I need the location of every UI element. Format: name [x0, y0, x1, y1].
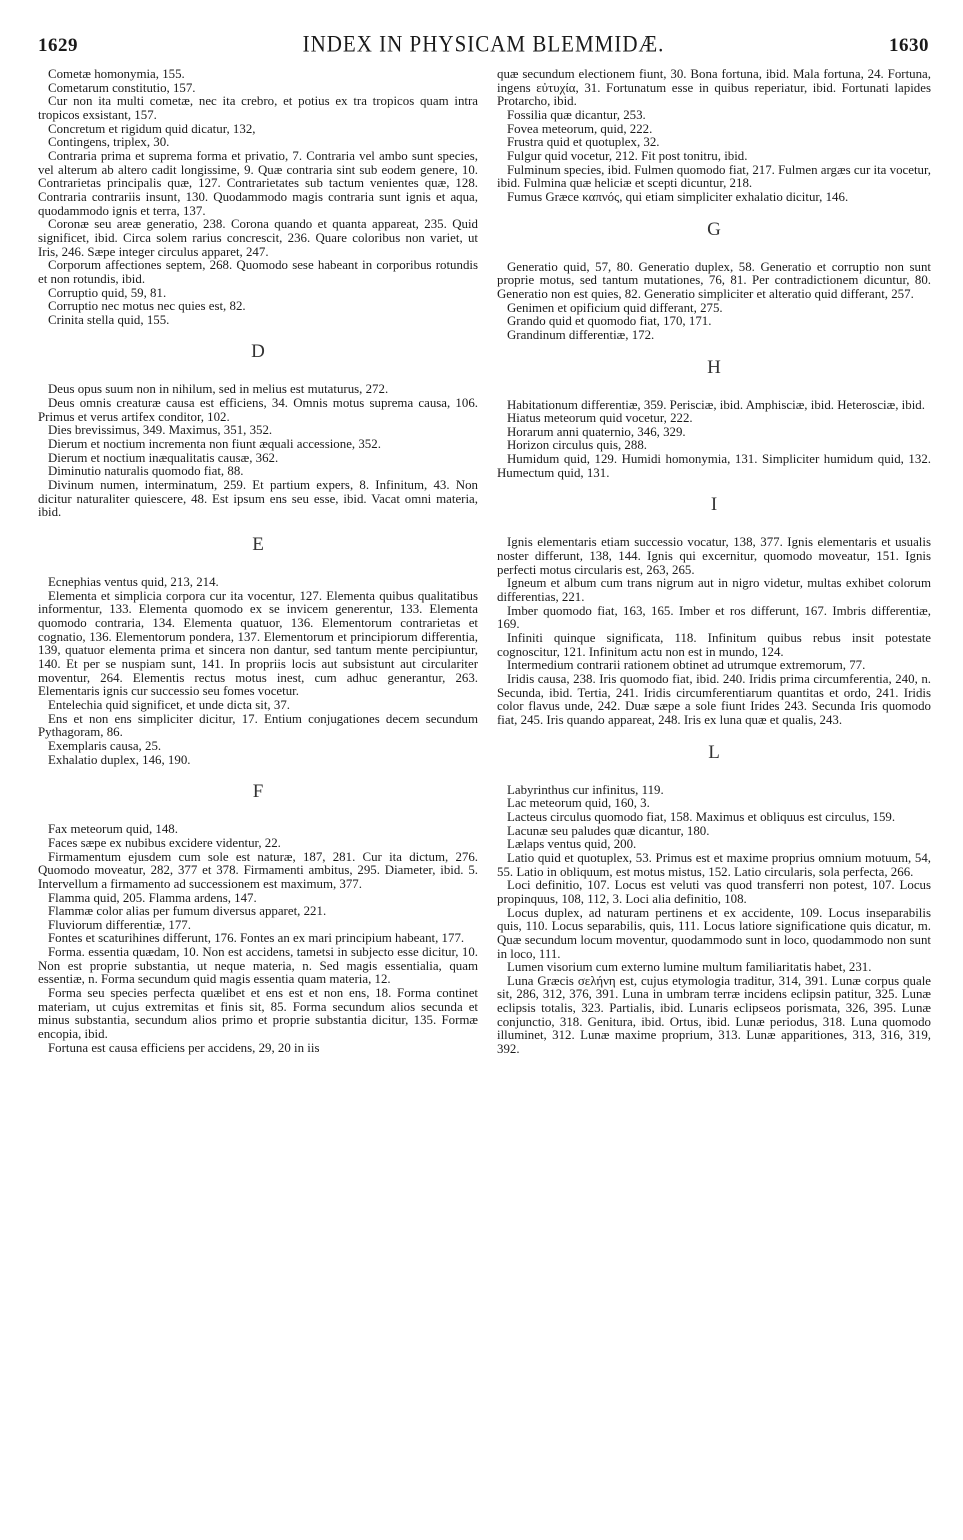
index-entry: Contingens, triplex, 30.: [48, 135, 170, 150]
index-entry: Generatio quid, 57, 80. Generatio duplex, 58. Generatio et corruptio non sunt proprie motus, sed tantum mutationes, 76, 81. Per contradictionem dicuntur, 80. Generatio non est quies, 82. Generatio simpliciter et alteratio quid differant, 257.: [497, 259, 931, 301]
section-letter-f: F: [252, 781, 264, 803]
index-entry: Crinita stella quid, 155.: [48, 312, 170, 327]
index-entry: Fulminum species, ibid. Fulmen quomodo fiat, 217. Fulmen argæs cur ita vocetur, ibid. Fulmina quæ heliciæ et scepti dicuntur, 218.: [497, 162, 931, 191]
section-letter-g: G: [707, 218, 721, 240]
index-entry: Ignis elementaris etiam successio vocatur, 138, 377. Ignis elementaris et usualis noster differunt, 138, 144. Ignis qui excernitur, quomodo moveatur, 151. Ignis perfecti motus circularis est, 263, 265.: [497, 535, 931, 577]
index-entry: Horarum anni quaternio, 346, 329.: [507, 424, 686, 439]
left-column: [38, 68, 478, 1055]
index-entry: Lumen visorium cum externo lumine multum familiaritatis habet, 231.: [507, 960, 872, 975]
index-entry: Concretum et rigidum quid dicatur, 132,: [48, 121, 256, 136]
index-entry: Iridis causa, 238. Iris quomodo fiat, ibid. 240. Iridis prima circumferentia, 240, n. Secunda, ibid. Tertia, 241. Iridis circumferentiarum quantitas et ordo, 241. Iridis color flavus unde, 242. Duæ sæpe a sole fiunt Irides 243. Secunda Iris quomodo fiat, 245. Iris quando appareat, 248. Iris ex luna quæ et qualis, 243.: [497, 672, 931, 727]
index-entry: Corruptio quid, 59, 81.: [48, 285, 167, 300]
index-entry: Infiniti quinque significata, 118. Infinitum quibus rebus insit potestate cognoscitur, 121. Infinitum actu non est in mundo, 124.: [497, 631, 931, 659]
right-column: [497, 68, 931, 1057]
index-entry: Entelechia quid significet, et unde dicta sit, 37.: [48, 697, 290, 712]
index-entry: Fluviorum differentiæ, 177.: [48, 917, 191, 932]
index-entry: Grando quid et quomodo fiat, 170, 171.: [507, 314, 712, 329]
index-entry: Lac meteorum quid, 160, 3.: [507, 796, 650, 811]
index-entry: Frustra quid et quotuplex, 32.: [507, 135, 660, 150]
index-entry: Cur non ita multi cometæ, nec ita crebro, et potius ex tra tropicos quam intra tropicos exsistant, 157.: [38, 94, 478, 122]
index-entry: Labyrinthus cur infinitus, 119.: [507, 782, 664, 797]
section-letter-h: H: [707, 356, 721, 378]
index-entry: Deus omnis creaturæ causa est efficiens, 34. Omnis motus suprema causa, 106. Primus et verus artifex conditor, 102.: [38, 396, 478, 424]
index-entry: Exhalatio duplex, 146, 190.: [48, 752, 191, 767]
index-entry: Humidum quid, 129. Humidi homonymia, 131. Simpliciter humidum quid, 132. Humectum quid, 131.: [497, 452, 931, 480]
index-entry: Horizon circulus quis, 288.: [507, 438, 647, 453]
index-entry: Diminutio naturalis quomodo fiat, 88.: [48, 464, 244, 479]
index-entry: Dierum et noctium incrementa non fiunt æquali accessione, 352.: [48, 437, 381, 452]
index-entry: Fovea meteorum, quid, 222.: [507, 121, 653, 136]
index-entry: Flammæ color alias per fumum diversus apparet, 221.: [48, 904, 327, 919]
section-letter-e: E: [252, 534, 264, 556]
index-entry: Corruptio nec motus nec quies est, 82.: [48, 299, 246, 314]
index-entry: Lacunæ seu paludes quæ dicantur, 180.: [507, 823, 710, 838]
section-letter-l: L: [708, 741, 720, 763]
index-entry: Corporum affectiones septem, 268. Quomodo sese habeant in corporibus rotundis et non rotundis, ibid.: [38, 258, 478, 286]
index-entry: Firmamentum ejusdem cum sole est naturæ, 187, 281. Cur ita dictum, 276. Quomodo moveatur, 282, 377 et 378. Firmamenti ambitus, 295. Diameter, ibid. 5. Intervellum a firmamento ad successionem est maximum, 377.: [38, 849, 478, 891]
right-page-number: 1630: [889, 35, 929, 56]
index-entry: Coronæ seu areæ generatio, 238. Corona quando et quanta appareat, 235. Quid significet, ibid. Circa solem rarius concrescit, 236. Quare coloribus non variet, ut Iris, 246. Sæpe integer circulus apparet, 247.: [38, 217, 478, 259]
index-entry: Exemplaris causa, 25.: [48, 738, 162, 753]
section-letter-i: I: [710, 494, 718, 516]
index-entry: Fortuna est causa efficiens per accidens, 29, 20 in iis: [48, 1040, 320, 1055]
index-entry: Divinum numen, interminatum, 259. Et partium expers, 8. Infinitum, 43. Non dicitur naturaliter quiescere, 48. Est ipsum ens seu esse, ibid. Vacat omni materia, ibid.: [38, 478, 478, 520]
index-entry: Forma seu species perfecta quælibet et ens est et non ens, 18. Forma continet materiam, ut cujus extremitas et finis sit, 85. Forma secundum alios secunda et minus substantia, secundum alios primo et proprie substantia dicitur, 135. Formæ encopia, ibid.: [38, 986, 478, 1042]
left-page-number: 1629: [38, 35, 78, 56]
index-entry: Latio quid et quotuplex, 53. Primus est et maxime proprius omnium motuum, 54, 55. Latio in obliquum, est motus mistus, 152. Latio circularis, sola perfecta, 266.: [497, 850, 931, 879]
index-entry: Luna Græcis σελήνη est, cujus etymologia traditur, 314, 391. Lunæ corpus quale sit, 286, 312, 376, 391. Luna in umbram terræ incidens eclipsin patitur, 325. Lunæ eclipsis totalis, 323. Partialis, ibid. Lunaris eclipseos porismata, 326, 395. Lunæ conjunctio, 318. Genitura, ibid. Ortus, ibid. Lunæ periodus, 318. Luna quomodo illuminet, 312. Lunæ maxime proprium, 313. Lunæ apparitiones, 313, 316, 319, 392.: [497, 973, 931, 1057]
index-entry: Faces sæpe ex nubibus excidere videntur, 22.: [48, 835, 281, 850]
index-entry: Contraria prima et suprema forma et privatio, 7. Contraria vel ambo sunt species, vel alterum ab altero cadit longissime, 9. Quæ contraria sint sub eodem genere, 10. Contrarietas principalis quæ, 127. Contrarietates sub tactum venientes quæ, 128. Contraria contrariis insunt, 130. Quodammodo magis contraria sunt ignis et aqua, quodammodo ignis et terra, 137.: [38, 148, 478, 218]
index-entry: Cometæ homonymia, 155.: [48, 67, 185, 81]
index-entry: Ens et non ens simpliciter dicitur, 17. Entium conjugationes decem secundum Pythagoram, 86.: [38, 711, 478, 740]
index-entry: Cometarum constitutio, 157.: [48, 80, 196, 95]
index-entry: Fulgur quid vocetur, 212. Fit post tonitru, ibid.: [507, 148, 748, 163]
index-entry: Locus duplex, ad naturam pertinens et ex accidente, 109. Locus inseparabilis quis, 110. Locus separabilis, quis, 111. Locus latiore significatione quis dicatur, m. Quæ secundum locum moventur, quodammodo sunt in loco, quodammodo non sunt in loco, 111.: [497, 905, 931, 961]
index-entry: Fontes et scaturihines differunt, 176. Fontes an ex mari principium habeant, 177.: [48, 931, 465, 946]
page-header: [38, 32, 929, 62]
index-entry: Grandinum differentiæ, 172.: [507, 327, 655, 342]
index-entry: Ecnephias ventus quid, 213, 214.: [48, 575, 219, 590]
index-entry: Deus opus suum non in nihilum, sed in melius est mutaturus, 272.: [48, 382, 389, 397]
index-entry: Forma. essentia quædam, 10. Non est accidens, tametsi in subjecto esse dicitur, 10. Non est proprie substantia, ut neque materia, n. Sed magis essentialia, quam essentiæ, n. Forma secundum quid magis essentia quam materia, 12.: [38, 945, 478, 987]
index-entry: Intermedium contrarii rationem obtinet ad utrumque extremorum, 77.: [507, 658, 866, 673]
index-entry: Lælaps ventus quid, 200.: [507, 837, 637, 852]
index-entry: Elementa et simplicia corpora cur ita vocentur, 127. Elementa quibus qualitatibus informentur, 133. Elementa quomodo ex se invicem generentur, 133. Elementa quomodo contraria, 134. Elementa quatuor, 136. Elementorum contrarietas et cognatio, 136. Elementorum pondera, 137. Elementorum et principiorum differentia, 139, quatuor elementa prima et sincera non dantur, sed tantum mente percipiuntur, 140. Et per se nuspiam sunt, 141. In propriis locis aut subsistunt aut circulariter moventur, 264. Elementis rectus motus inest, cum adhuc generantur, 263. Elementaris ignis cur successio seu fomes vocetur.: [38, 588, 478, 699]
index-entry: Imber quomodo fiat, 163, 165. Imber et ros differunt, 167. Imbris differentiæ, 169.: [497, 603, 931, 632]
index-entry: Fumus Græce καπνός, qui etiam simpliciter exhalatio dicitur, 146.: [507, 189, 849, 204]
index-entry: Habitationum differentiæ, 359. Perisciæ, ibid. Amphisciæ, ibid. Heterosciæ, ibid.: [507, 397, 925, 412]
index-entry: Flamma quid, 205. Flamma ardens, 147.: [48, 890, 257, 905]
section-letter-d: D: [251, 341, 265, 363]
index-entry-continued: quæ secundum electionem fiunt, 30. Bona fortuna, ibid. Mala fortuna, 24. Fortuna, ingens εὐτυχία, 31. Fortunatum esse in quibus reperiatur, ibid. Fortunati lapides Protarcho, ibid.: [497, 67, 931, 109]
index-entry: Dies brevissimus, 349. Maximus, 351, 352.: [48, 423, 273, 438]
index-entry: Genimen et opificium quid differant, 275.: [507, 300, 723, 315]
running-title: INDEX IN PHYSICAM BLEMMIDÆ.: [302, 30, 665, 58]
index-entry: Lacteus circulus quomodo fiat, 158. Maximus et obliquus est circulus, 159.: [507, 809, 896, 824]
index-entry: Fax meteorum quid, 148.: [48, 822, 178, 837]
index-entry: Igneum et album cum trans nigrum aut in nigro videtur, multas exhibet colorum differentias, 221.: [497, 576, 931, 605]
index-entry: Dierum et noctium inæqualitatis causæ, 362.: [48, 450, 279, 465]
index-entry: Loci definitio, 107. Locus est veluti vas quod transferri non potest, 107. Locus propinquus, 108, 112, 3. Loci alia definitio, 108.: [497, 878, 931, 906]
index-entry: Hiatus meteorum quid vocetur, 222.: [507, 411, 693, 426]
index-entry: Fossilia quæ dicantur, 253.: [507, 107, 646, 122]
